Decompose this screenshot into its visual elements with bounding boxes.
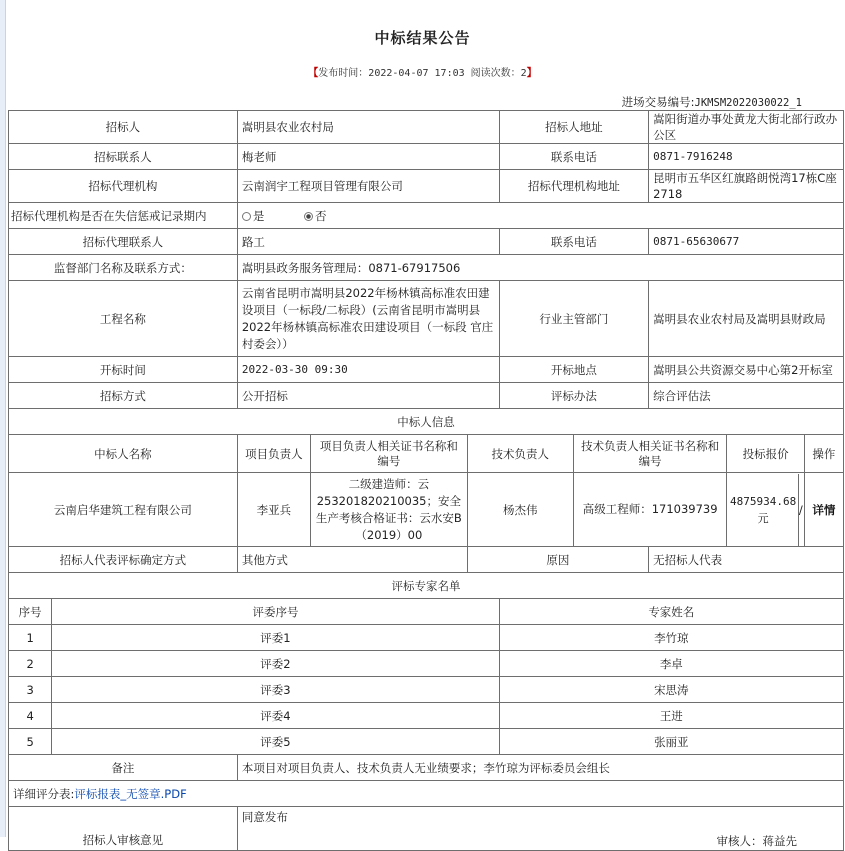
- dishonest-no-option[interactable]: [304, 209, 327, 223]
- winner-bid-price: [727, 473, 804, 547]
- row-tenderer: [9, 111, 844, 144]
- reviewer: [717, 833, 798, 849]
- experts-section-title: 评标专家名单: [9, 573, 844, 599]
- winner-tech-cert: 高级工程师：171039739: [573, 473, 727, 547]
- row-remark: [9, 755, 844, 781]
- review-opinion: 同意发布: [241, 810, 288, 824]
- expert-name: 李竹琼: [499, 625, 843, 651]
- score-report-pdf-link[interactable]: 评标报表_无签章.PDF: [74, 786, 187, 801]
- expert-seq: 评委2: [52, 651, 499, 677]
- reason-label: 原因: [467, 547, 648, 573]
- read-count: 2: [520, 68, 527, 79]
- tenderer-addr-label: 招标人地址: [499, 111, 648, 144]
- tenderer-addr-value: 嵩阳街道办事处黄龙大街北部行政办公区: [649, 111, 844, 144]
- expert-no: 5: [9, 729, 52, 755]
- winner-row: [9, 473, 844, 547]
- publish-time: 2022-04-07 17:03: [368, 68, 465, 79]
- row-review: [9, 807, 844, 851]
- row-open-time: [9, 357, 844, 383]
- radio-checked-icon: [304, 212, 313, 221]
- dishonest-yes-label: 是: [252, 208, 265, 223]
- tenderer-value: 嵩明县农业农村局: [237, 111, 499, 144]
- winner-bid-price-value: 4875934.68元: [728, 474, 798, 546]
- experts-header-row: [9, 599, 844, 625]
- meta-open-bracket: 【: [308, 68, 319, 79]
- page-title: 中标结果公告: [374, 29, 471, 47]
- review-cell: [237, 807, 843, 851]
- phone-value: 0871-7916248: [649, 144, 844, 170]
- expert-name: 张丽亚: [499, 729, 843, 755]
- agency-contact-value: 路工: [237, 229, 499, 255]
- expert-no: 3: [9, 677, 52, 703]
- expert-row: [9, 729, 844, 755]
- remark-label: 备注: [9, 755, 238, 781]
- agency-phone-value: 0871-65630677: [649, 229, 844, 255]
- expert-seq: 评委4: [52, 703, 499, 729]
- expert-seq-header: 评委序号: [52, 599, 499, 625]
- row-confirm: [9, 547, 844, 573]
- method-value: 公开招标: [237, 383, 499, 409]
- row-supervisor: [9, 255, 844, 281]
- expert-name-header: 专家姓名: [499, 599, 843, 625]
- row-method: [9, 383, 844, 409]
- agency-addr-value: 昆明市五华区红旗路朗悦湾17栋C座2718: [649, 170, 844, 203]
- expert-row: [9, 651, 844, 677]
- winner-section-title: 中标人信息: [9, 409, 844, 435]
- expert-no: 2: [9, 651, 52, 677]
- expert-row: [9, 677, 844, 703]
- expert-seq: 评委5: [52, 729, 499, 755]
- agency-label: 招标代理机构: [9, 170, 238, 203]
- winner-header-row: [9, 435, 844, 473]
- bid-price-header: 投标报价: [727, 435, 804, 473]
- eval-method-value: 综合评估法: [649, 383, 844, 409]
- expert-seq: 评委3: [52, 677, 499, 703]
- agency-addr-label: 招标代理机构地址: [499, 170, 648, 203]
- row-detail-score: [9, 781, 844, 807]
- row-winner-section: [9, 409, 844, 435]
- reason-value: 无招标人代表: [649, 547, 844, 573]
- expert-name: 王进: [499, 703, 843, 729]
- pm-header: 项目负责人: [237, 435, 310, 473]
- expert-no: 1: [9, 625, 52, 651]
- read-count-label: 阅读次数：: [464, 68, 521, 79]
- row-contact: [9, 144, 844, 170]
- project-value: 云南省昆明市嵩明县2022年杨林镇高标准农田建设项目（一标段/二标段）(云南省昆明市嵩明县2022年杨林镇高标准农田建设项目（一标段 官庄村委会））: [237, 281, 499, 357]
- agency-phone-label: 联系电话: [499, 229, 648, 255]
- winner-name-header: 中标人名称: [9, 435, 238, 473]
- result-table: [8, 110, 844, 851]
- left-frame-edge: [0, 0, 6, 837]
- project-label: 工程名称: [9, 281, 238, 357]
- confirm-label: 招标人代表评标确定方式: [9, 547, 238, 573]
- trade-code: [622, 94, 802, 110]
- row-dishonest: [9, 203, 844, 229]
- open-time-label: 开标时间: [9, 357, 238, 383]
- expert-seq: 评委1: [52, 625, 499, 651]
- trade-code-label: 进场交易编号:: [621, 95, 695, 109]
- winner-name: 云南启华建筑工程有限公司: [9, 473, 238, 547]
- winner-detail-link[interactable]: 详情: [812, 502, 836, 517]
- radio-unchecked-icon: [242, 212, 251, 221]
- expert-no: 4: [9, 703, 52, 729]
- remark-value: 本项目对项目负责人、技术负责人无业绩要求；李竹琼为评标委员会组长: [237, 755, 843, 781]
- tech-cert-header: 技术负责人相关证书名称和编号: [573, 435, 727, 473]
- open-place-value: 嵩明县公共资源交易中心第2开标室: [649, 357, 844, 383]
- supervisor-value: 嵩明县政务服务管理局：0871-67917506: [237, 255, 843, 281]
- supervisor-label: 监督部门名称及联系方式：: [9, 255, 238, 281]
- dishonest-label: 招标代理机构是否在失信惩戒记录期内: [9, 203, 238, 229]
- publish-meta: [0, 64, 845, 79]
- pm-cert-header: 项目负责人相关证书名称和编号: [311, 435, 468, 473]
- winner-detail-cell: [804, 473, 843, 547]
- winner-extra: /: [798, 502, 803, 517]
- row-experts-section: [9, 573, 844, 599]
- detail-score-label: 详细评分表:: [13, 786, 75, 801]
- dishonest-yes-option[interactable]: [242, 209, 265, 223]
- method-label: 招标方式: [9, 383, 238, 409]
- reviewer-label: 审核人：: [716, 834, 763, 848]
- row-project: [9, 281, 844, 357]
- expert-row: [9, 625, 844, 651]
- expert-name: 宋思涛: [499, 677, 843, 703]
- review-label: 招标人审核意见: [9, 807, 238, 851]
- industry-value: 嵩明县农业农村局及嵩明县财政局: [649, 281, 844, 357]
- open-place-label: 开标地点: [499, 357, 648, 383]
- expert-no-header: 序号: [9, 599, 52, 625]
- contact-value: 梅老师: [237, 144, 499, 170]
- tech-header: 技术负责人: [467, 435, 573, 473]
- winner-pm-cert: 二级建造师：云253201820210035；安全生产考核合格证书：云水安B（2019）00: [311, 473, 468, 547]
- action-header: 操作: [804, 435, 843, 473]
- eval-method-label: 评标办法: [499, 383, 648, 409]
- agency-value: 云南润宇工程项目管理有限公司: [237, 170, 499, 203]
- phone-label: 联系电话: [499, 144, 648, 170]
- row-agency: [9, 170, 844, 203]
- meta-close-bracket: 】: [526, 68, 537, 79]
- confirm-value: 其他方式: [237, 547, 467, 573]
- dishonest-options: [237, 203, 843, 229]
- agency-contact-label: 招标代理联系人: [9, 229, 238, 255]
- expert-row: [9, 703, 844, 729]
- detail-score-cell: [9, 781, 844, 807]
- publish-label: 发布时间：: [318, 68, 369, 79]
- industry-label: 行业主管部门: [499, 281, 648, 357]
- trade-code-value: JKMSM2022030022_1: [694, 97, 802, 109]
- row-agency-contact: [9, 229, 844, 255]
- expert-name: 李卓: [499, 651, 843, 677]
- winner-pm: 李亚兵: [237, 473, 310, 547]
- tenderer-label: 招标人: [9, 111, 238, 144]
- dishonest-no-label: 否: [314, 208, 327, 223]
- winner-tech: 杨杰伟: [467, 473, 573, 547]
- reviewer-name: 蒋益先: [762, 834, 797, 848]
- open-time-value: 2022-03-30 09:30: [237, 357, 499, 383]
- contact-label: 招标联系人: [9, 144, 238, 170]
